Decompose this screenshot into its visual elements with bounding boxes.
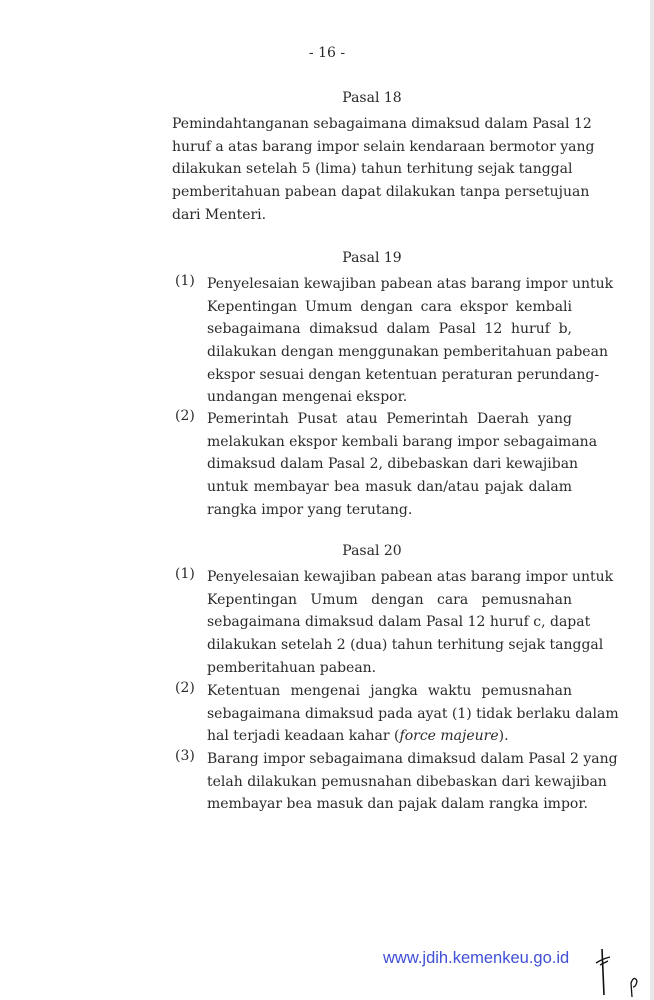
ayat-number: (1) xyxy=(175,566,195,582)
pasal-18-body xyxy=(172,113,595,226)
jdih-website-link[interactable]: www.jdih.kemenkeu.go.id xyxy=(383,949,570,967)
text-line: dilakukan setelah 2 (dua) tahun terhitung sejak tanggal xyxy=(207,637,604,654)
pasal-20-ayat-3 xyxy=(172,748,618,816)
ayat-number: (1) xyxy=(175,273,195,289)
text-line: undangan mengenai ekspor. xyxy=(207,389,408,406)
text-line: telah dilakukan pemusnahan dibebaskan dari kewajiban xyxy=(207,773,607,790)
italic-term: force majeure xyxy=(399,728,499,745)
text-line: pemberitahuan pabean dapat dilakukan tanpa persetujuan xyxy=(172,184,590,201)
pasal-18-title: Pasal 18 xyxy=(342,90,402,106)
scan-edge xyxy=(650,0,654,1000)
text-line: sebagaimana dimaksud dalam Pasal 12 huruf c, dapat xyxy=(207,614,591,631)
text-line: membayar bea masuk dan pajak dalam rangka impor. xyxy=(207,796,588,813)
ayat-number: (2) xyxy=(175,408,195,424)
text-line: Pemindahtanganan sebagaimana dimaksud dalam Pasal 12 xyxy=(172,116,592,132)
text-line: dari Menteri. xyxy=(172,206,267,223)
text-line: hal terjadi keadaan kahar (force majeure). xyxy=(207,728,509,745)
text-line: sebagaimana dimaksud dalam Pasal 12 huruf b, xyxy=(207,321,572,338)
ayat-number: (3) xyxy=(175,748,195,764)
text-line: Kepentingan Umum dengan cara ekspor kembali xyxy=(207,298,572,315)
text-line: Barang impor sebagaimana dimaksud dalam Pasal 2 yang xyxy=(207,751,618,767)
text-line: Ketentuan mengenai jangka waktu pemusnahan xyxy=(207,683,572,699)
pasal-20-title: Pasal 20 xyxy=(342,543,402,559)
text-line: Penyelesaian kewajiban pabean atas barang impor untuk xyxy=(207,276,614,292)
text-line: rangka impor yang terutang. xyxy=(207,501,413,518)
pasal-19-ayat-1 xyxy=(172,273,614,409)
text-line: Kepentingan Umum dengan cara pemusnahan xyxy=(207,591,572,608)
text-line: huruf a atas barang impor selain kendaraan bermotor yang xyxy=(172,138,595,155)
text-line: sebagaimana dimaksud pada ayat (1) tidak berlaku dalam xyxy=(207,705,619,722)
pasal-20-ayat-1 xyxy=(172,566,614,679)
text-line: pemberitahuan pabean. xyxy=(207,659,377,676)
text-line: Penyelesaian kewajiban pabean atas barang impor untuk xyxy=(207,569,614,585)
text-line: ekspor sesuai dengan ketentuan peraturan perundang- xyxy=(207,366,600,383)
text-line: dimaksud dalam Pasal 2, dibebaskan dari kewajiban xyxy=(207,456,579,473)
ayat-number: (2) xyxy=(175,680,195,696)
text-line: dilakukan setelah 5 (lima) tahun terhitung sejak tanggal xyxy=(172,161,573,178)
text-line: untuk membayar bea masuk dan/atau pajak dalam xyxy=(207,479,572,496)
pasal-20-ayat-2 xyxy=(172,680,619,748)
initials-signature xyxy=(590,945,650,1000)
page-number: - 16 - xyxy=(308,45,346,61)
pasal-19-ayat-2 xyxy=(172,408,598,521)
text-line: dilakukan dengan menggunakan pemberitahuan pabean xyxy=(207,344,608,361)
text-line: melakukan ekspor kembali barang impor sebagaimana xyxy=(207,433,598,450)
pasal-19-title: Pasal 19 xyxy=(342,250,402,266)
text-line: Pemerintah Pusat atau Pemerintah Daerah yang xyxy=(207,411,572,427)
